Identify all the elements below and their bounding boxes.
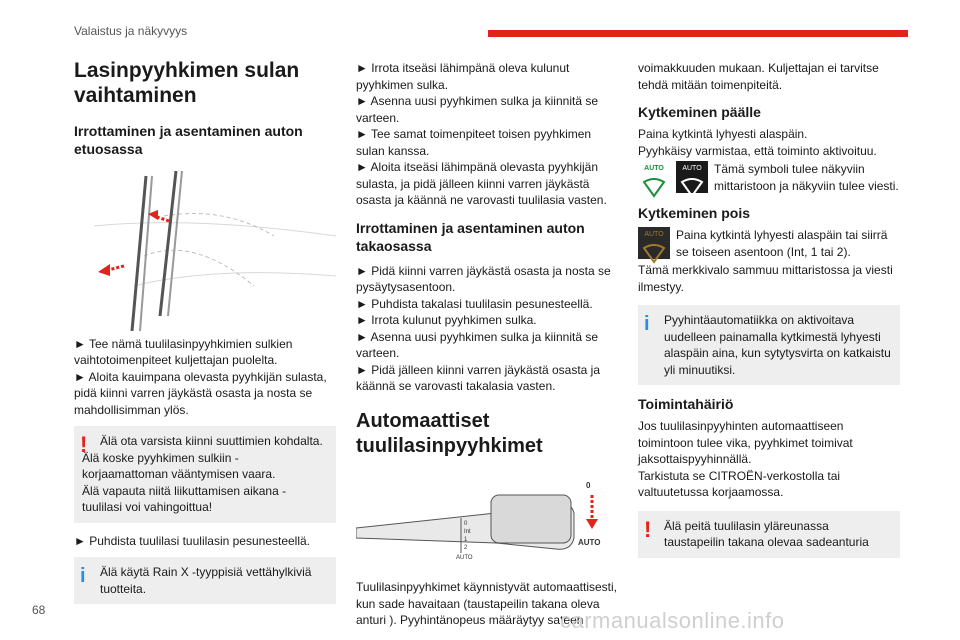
paragraph: ► Asenna uusi pyyhkimen sulka ja kiinnitä se varteen. xyxy=(356,329,599,360)
subsection-front: Irrottaminen ja asentaminen auton etuosassa xyxy=(74,123,303,157)
paragraph: ► Tee samat toimenpiteet toisen pyyhkimen sulan kanssa. xyxy=(356,127,592,158)
warning-icon: ! xyxy=(80,432,88,457)
stalk-label-one: 1 xyxy=(464,536,468,543)
auto-icon-label: AUTO xyxy=(644,231,664,238)
stalk-label-int: Int xyxy=(464,528,471,535)
auto-wiper-white-icon xyxy=(676,161,708,193)
stalk-label-two: 2 xyxy=(464,544,468,551)
section-title-auto-wipers: Automaattiset tuulilasinpyyhkimet xyxy=(356,409,543,457)
paragraph: ► Puhdista tuulilasi tuulilasin pesunesteellä. xyxy=(74,533,311,548)
paragraph: Pyyhkäisy varmistaa, että toiminto aktivoituu. xyxy=(638,143,877,158)
column-1 xyxy=(74,52,336,614)
auto-icon-label: AUTO xyxy=(644,165,664,172)
warning-text: Älä peitä tuulilasin yläreunassa taustapeilin takana olevaa sadeanturia xyxy=(664,518,869,549)
paragraph: ► Pidä jälleen kiinni varren jäykästä osasta ja käännä se varovasti takalasia vasten. xyxy=(356,362,601,393)
watermark: carmanualsonline.info xyxy=(560,608,785,633)
info-text: Pyyhintäautomatiikka on aktivoitava uudelleen painamalla kytkimestä lyhyesti alaspäin aina, kun sytytysvirta on katkaistu yli minuutiksi. xyxy=(664,313,891,377)
arrow-label-auto: AUTO xyxy=(578,537,601,547)
paragraph: Paina kytkintä lyhyesti alaspäin. xyxy=(638,127,808,141)
paragraph: ► Puhdista takalasi tuulilasin pesunesteellä. xyxy=(356,296,593,311)
paragraph: Tämä merkkivalo sammuu mittaristossa ja viesti ilmestyy. xyxy=(638,263,893,294)
subsection-rear: Irrottaminen ja asentaminen auton takaosassa xyxy=(356,219,585,254)
info-icon: i xyxy=(644,313,650,335)
paragraph: Tämä symboli tulee näkyviin mittaristoon ja näkyviin tulee viesti. xyxy=(714,162,899,193)
info-box xyxy=(638,305,900,385)
paragraph: ► Irrota kulunut pyyhkimen sulka. xyxy=(356,313,537,327)
page-number: 68 xyxy=(32,603,46,617)
paragraph: Tuulilasinpyyhkimet käynnistyvät automaattisesti, kun sade havaitaan (taustapeilin takana oleva anturi ). Pyyhintänopeus määräytyy sateen xyxy=(356,580,617,627)
auto-icon-label: AUTO xyxy=(682,165,702,172)
warning-text: Älä koske pyyhkimen sulkiin - korjaamattoman vääntymisen vaara. xyxy=(82,450,276,481)
header-accent-bar xyxy=(488,30,908,37)
paragraph: Jos tuulilasinpyyhinten automaattiseen toimintoon tulee vika, pyyhkimet toimivat jaksottaispyyhinnällä. xyxy=(638,419,853,466)
paragraph: ► Asenna uusi pyyhkimen sulka ja kiinnitä se varteen. xyxy=(356,94,599,125)
subsection-turn-off: Kytkeminen pois xyxy=(638,205,751,221)
column-3 xyxy=(638,52,900,568)
arrow-label-zero: 0 xyxy=(586,480,591,490)
auto-wiper-off-icon xyxy=(638,227,670,259)
stalk-label-zero: 0 xyxy=(464,520,468,527)
warning-text: Älä ota varsista kiinni suuttimien kohdalta. xyxy=(100,434,323,448)
warning-text: Älä vapauta niitä liikuttamisen aikana - tuulilasi voi vahingoittua! xyxy=(82,483,287,514)
paragraph: ► Aloita itseäsi lähimpänä olevasta pyyhkijän sulasta, ja pidä jälleen kiinni varren jäykästä osasta ja käännä ne varovasti tuulilasia vasten. xyxy=(356,160,607,207)
paragraph: ► Aloita kauimpana olevasta pyyhkijän sulasta, pidä kiinni varren jäykästä osasta ja nosta se mahdollisimman ylös. xyxy=(74,369,327,417)
section-title: Lasinpyyhkimen sulan vaihtaminen xyxy=(74,59,300,107)
paragraph: ► Pidä kiinni varren jäykästä osasta ja nosta se pysäytysasentoon. xyxy=(356,263,611,294)
column-2 xyxy=(356,52,618,629)
auto-off-row xyxy=(638,227,900,260)
wiper-illustration xyxy=(74,166,336,331)
wiper-stalk-illustration xyxy=(356,473,618,563)
auto-wiper-green-icon xyxy=(638,161,670,193)
auto-symbol-row xyxy=(638,161,900,194)
paragraph: voimakkuuden mukaan. Kuljettajan ei tarvitse tehdä mitään toimenpiteitä. xyxy=(638,61,879,92)
info-box xyxy=(74,557,336,604)
paragraph: Paina kytkintä lyhyesti alaspäin tai siirrä se toiseen asentoon (Int, 1 tai 2). xyxy=(676,228,888,259)
subsection-turn-on: Kytkeminen päälle xyxy=(638,104,761,120)
running-header: Valaistus ja näkyvyys xyxy=(74,24,188,38)
paragraph: ► Irrota itseäsi lähimpänä oleva kulunut pyyhkimen sulka. xyxy=(356,61,570,92)
subsection-malfunction: Toimintahäiriö xyxy=(638,396,734,412)
warning-box xyxy=(74,426,336,523)
paragraph: Tarkistuta se CITROËN-verkostolla tai valtuutetussa korjaamossa. xyxy=(638,468,841,499)
info-icon: i xyxy=(80,565,86,587)
warning-icon: ! xyxy=(644,516,652,542)
info-text: Älä käytä Rain X -tyyppisiä vettähylkiviä tuotteita. xyxy=(100,565,312,596)
warning-box xyxy=(638,511,900,558)
paragraph: ► Tee nämä tuulilasinpyyhkimien sulkien vaihtotoimenpiteet kuljettajan puolelta. xyxy=(74,336,293,367)
stalk-label-auto: AUTO xyxy=(456,554,473,561)
